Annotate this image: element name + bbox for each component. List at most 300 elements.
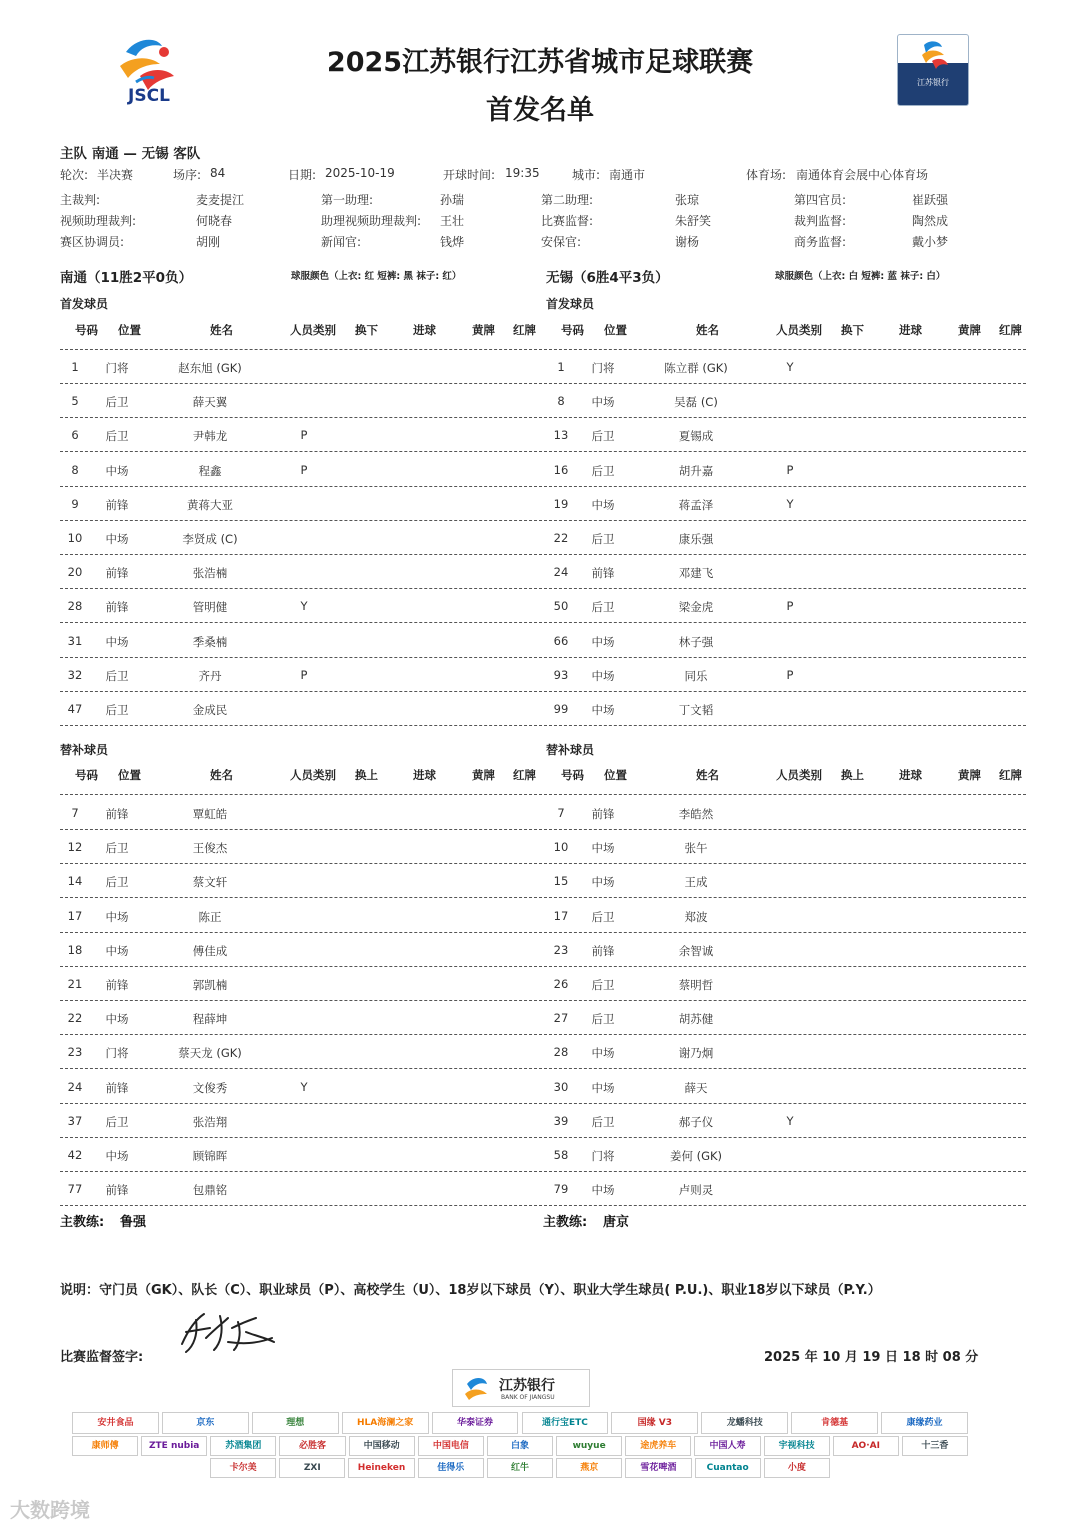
player-number: 13	[553, 428, 569, 443]
player-name: 季桑楠	[192, 634, 228, 649]
player-position: 前锋	[105, 600, 129, 615]
player-category: P	[300, 428, 308, 443]
sponsor-logo: 华泰证券	[432, 1412, 519, 1434]
player-number: 22	[67, 1011, 83, 1026]
player-category: P	[300, 462, 308, 477]
player-name: 程薛坤	[192, 1012, 228, 1027]
player-position: 后卫	[105, 703, 129, 717]
player-number: 66	[553, 633, 569, 648]
row-divider	[60, 588, 1026, 589]
player-number: 27	[553, 1011, 569, 1026]
player-name: 蒋孟泽	[678, 497, 714, 512]
sponsor-logo: 佳得乐	[418, 1458, 484, 1478]
player-name: 王俊杰	[192, 841, 228, 856]
player-position: 中场	[105, 463, 129, 478]
player-position: 后卫	[591, 978, 615, 992]
away-kit-colors: 球服颜色（上衣: 白 短裤: 蓝 袜子: 白）	[775, 271, 946, 282]
row-divider	[60, 1171, 1026, 1172]
player-number: 99	[553, 702, 569, 716]
row-divider	[60, 1068, 1026, 1069]
player-position: 后卫	[105, 875, 129, 890]
player-name: 覃虹皓	[192, 807, 228, 821]
official-label: 赛区协调员:	[60, 235, 125, 249]
player-number: 28	[67, 599, 83, 614]
player-name: 李贤成 (C)	[182, 532, 238, 546]
away-coach-label: 主教练:	[543, 1215, 588, 1230]
player-number: 17	[67, 908, 83, 923]
player-name: 顾锦晖	[192, 1149, 228, 1163]
row-divider	[60, 554, 1026, 555]
column-header: 换下	[841, 323, 864, 337]
player-position: 门将	[105, 1046, 129, 1061]
player-name: 张浩楠	[192, 566, 228, 581]
player-number: 26	[553, 977, 569, 991]
column-header: 进球	[413, 323, 436, 337]
main-sponsor-logo	[452, 1369, 590, 1407]
sponsor-logo: 龙蟠科技	[701, 1412, 788, 1434]
player-number: 10	[553, 840, 569, 855]
official-name: 张琼	[675, 193, 700, 207]
column-header: 换上	[841, 768, 864, 782]
official-label: 助理视频助理裁判:	[321, 214, 422, 228]
player-position: 前锋	[105, 566, 129, 581]
player-name: 赵东旭 (GK)	[178, 361, 242, 375]
player-position: 前锋	[105, 978, 129, 992]
column-header: 黄牌	[958, 323, 981, 337]
player-number: 17	[553, 908, 569, 923]
player-position: 中场	[591, 1080, 615, 1095]
column-header: 红牌	[999, 768, 1022, 782]
official-name: 朱舒笑	[675, 214, 712, 228]
city-value: 南通市	[609, 168, 646, 182]
player-name: 蔡文轩	[192, 875, 228, 890]
player-name: 余智诚	[678, 943, 714, 958]
round-label: 轮次:	[60, 168, 89, 182]
player-category: P	[300, 667, 308, 682]
player-number: 9	[71, 496, 79, 511]
sponsor-logo: 十三香	[902, 1436, 968, 1456]
home-kit-colors: 球服颜色（上衣: 红 短裤: 黑 袜子: 红）	[291, 271, 462, 282]
row-divider	[60, 966, 1026, 967]
player-number: 79	[553, 1182, 569, 1197]
sponsor-logo: ZXI	[279, 1458, 345, 1478]
sponsor-logo: 必胜客	[279, 1436, 345, 1456]
official-name: 胡刚	[196, 235, 221, 249]
player-name: 陈正	[198, 909, 222, 924]
official-label: 新闻官:	[321, 235, 362, 249]
sponsor-logo: 宇视科技	[764, 1436, 830, 1456]
player-number: 58	[553, 1148, 569, 1162]
player-number: 77	[67, 1182, 83, 1197]
date-value: 2025-10-19	[325, 166, 395, 180]
row-divider	[60, 1103, 1026, 1104]
sponsor-logo: Cuantao	[695, 1458, 761, 1478]
sponsor-logo: 国缘 V3	[611, 1412, 698, 1434]
player-name: 文俊秀	[192, 1080, 228, 1095]
kickoff-label: 开球时间:	[443, 168, 496, 182]
player-position: 中场	[105, 1012, 129, 1027]
column-header: 换下	[355, 323, 378, 337]
column-header: 位置	[604, 323, 627, 337]
player-name: 齐丹	[198, 668, 222, 683]
official-name: 谢杨	[675, 235, 700, 249]
player-name: 李皓然	[678, 807, 714, 821]
player-position: 中场	[591, 668, 615, 683]
sponsor-logo: 通行宝ETC	[522, 1412, 609, 1434]
player-number: 16	[553, 462, 569, 477]
player-number: 21	[67, 977, 83, 991]
column-header: 人员类别	[776, 323, 822, 337]
player-position: 后卫	[105, 841, 129, 856]
player-position: 门将	[105, 361, 129, 375]
player-name: 蔡天龙 (GK)	[178, 1046, 242, 1061]
column-header: 黄牌	[472, 323, 495, 337]
match-no-label: 场序:	[173, 168, 202, 182]
player-category: Y	[300, 1079, 308, 1094]
official-name: 钱烨	[440, 235, 465, 249]
player-category: Y	[300, 599, 308, 614]
column-header: 位置	[118, 323, 141, 337]
player-number: 28	[553, 1045, 569, 1060]
row-divider	[60, 897, 1026, 898]
row-divider	[60, 349, 1026, 350]
sponsor-logo: HLA海澜之家	[342, 1412, 429, 1434]
player-name: 郭凯楠	[192, 978, 228, 992]
player-number: 18	[67, 942, 83, 957]
player-position: 中场	[591, 497, 615, 512]
home-coach-name: 鲁强	[120, 1215, 147, 1230]
column-header: 进球	[899, 323, 922, 337]
sponsor-logo: AO·AI	[833, 1436, 899, 1456]
column-header: 位置	[604, 768, 627, 782]
row-divider	[60, 486, 1026, 487]
player-number: 1	[557, 360, 565, 374]
player-name: 蔡明哲	[678, 978, 714, 992]
column-header: 换上	[355, 768, 378, 782]
official-label: 第一助理:	[321, 193, 374, 207]
home-starters-title: 首发球员	[60, 297, 109, 311]
page-title: 2025江苏银行江苏省城市足球联赛	[326, 47, 754, 78]
player-category: P	[786, 462, 794, 477]
player-position: 门将	[591, 1149, 615, 1163]
player-name: 姜何 (GK)	[669, 1149, 723, 1163]
official-name: 陶然成	[912, 214, 949, 228]
sponsor-logo: 途虎养车	[625, 1436, 691, 1456]
column-header: 姓名	[696, 768, 719, 782]
row-divider	[60, 1000, 1026, 1001]
column-header: 黄牌	[472, 768, 495, 782]
column-header: 号码	[75, 323, 98, 337]
row-divider	[60, 932, 1026, 933]
player-name: 管明健	[192, 600, 228, 615]
official-name: 崔跃强	[912, 193, 949, 207]
column-header: 号码	[561, 768, 584, 782]
player-position: 中场	[105, 909, 129, 924]
player-position: 前锋	[105, 807, 129, 821]
player-position: 中场	[105, 1149, 129, 1163]
sponsor-logo: 小度	[764, 1458, 830, 1478]
player-position: 后卫	[591, 532, 615, 546]
player-name: 金成民	[192, 703, 228, 717]
column-header: 姓名	[210, 768, 233, 782]
column-header: 进球	[413, 768, 436, 782]
player-number: 1	[71, 360, 79, 374]
player-number: 23	[553, 942, 569, 957]
official-name: 王壮	[440, 214, 465, 228]
player-name: 夏锡成	[678, 429, 714, 444]
player-name: 胡升嘉	[678, 463, 714, 478]
player-position: 后卫	[591, 1114, 615, 1129]
player-position: 中场	[591, 1046, 615, 1061]
sponsor-logo: 京东	[162, 1412, 249, 1434]
away-starters-title: 首发球员	[546, 297, 595, 311]
column-header: 姓名	[696, 323, 719, 337]
player-name: 郝子仪	[678, 1114, 714, 1129]
home-subs-title: 替补球员	[60, 743, 109, 757]
sponsor-logo: Heineken	[348, 1458, 414, 1478]
column-header: 姓名	[210, 323, 233, 337]
column-header: 红牌	[513, 768, 536, 782]
row-divider	[60, 725, 1026, 726]
home-coach-label: 主教练:	[60, 1215, 105, 1230]
sponsor-logo: 燕京	[556, 1458, 622, 1478]
player-position: 后卫	[105, 668, 129, 683]
player-name: 傅佳成	[192, 943, 228, 958]
player-position: 中场	[591, 395, 615, 410]
player-position: 中场	[591, 875, 615, 890]
player-position: 后卫	[591, 909, 615, 924]
official-label: 商务监督:	[794, 235, 847, 249]
player-number: 19	[553, 496, 569, 511]
player-position: 前锋	[105, 1183, 129, 1198]
player-position: 前锋	[105, 497, 129, 512]
city-label: 城市:	[572, 168, 601, 182]
match-no-value: 84	[210, 166, 226, 180]
away-coach-name: 唐京	[603, 1215, 630, 1230]
player-position: 中场	[591, 703, 615, 717]
player-name: 张午	[684, 841, 708, 856]
column-header: 号码	[561, 323, 584, 337]
player-position: 后卫	[591, 600, 615, 615]
sponsor-logo: 中国人寿	[694, 1436, 760, 1456]
player-number: 24	[553, 565, 569, 580]
watermark: 大数跨境	[10, 1498, 90, 1522]
player-number: 14	[67, 874, 83, 889]
player-position: 中场	[591, 841, 615, 856]
player-number: 7	[71, 806, 79, 820]
sponsor-logo: 康师傅	[72, 1436, 138, 1456]
official-label: 比赛监督:	[541, 214, 594, 228]
venue-value: 南通体育会展中心体育场	[796, 168, 929, 182]
player-name: 丁文韬	[678, 703, 714, 717]
row-divider	[60, 417, 1026, 418]
row-divider	[60, 657, 1026, 658]
player-position: 前锋	[591, 807, 615, 821]
player-number: 31	[67, 633, 83, 648]
player-name: 程鑫	[198, 463, 222, 478]
player-name: 邓建飞	[678, 566, 714, 581]
player-position: 前锋	[591, 943, 615, 958]
sponsor-logo: 理想	[252, 1412, 339, 1434]
player-name: 王成	[684, 875, 708, 890]
player-name: 吴磊 (C)	[674, 395, 718, 410]
player-name: 薛天	[684, 1080, 708, 1095]
player-number: 42	[67, 1148, 83, 1162]
sponsor-logo: 中国移动	[349, 1436, 415, 1456]
player-name: 陈立群 (GK)	[664, 361, 728, 375]
player-name: 黄蒋大亚	[187, 497, 233, 512]
sponsor-logo: ZTE nubia	[141, 1436, 207, 1456]
page-subtitle: 首发名单	[486, 95, 594, 126]
official-label: 裁判监督:	[794, 214, 847, 228]
teams-line: 主队 南通 — 无锡 客队	[60, 146, 201, 162]
sponsor-logo: 苏酒集团	[210, 1436, 276, 1456]
player-position: 中场	[105, 634, 129, 649]
signature-date: 2025 年 10 月 19 日 18 时 08 分	[764, 1350, 979, 1365]
player-name: 尹韩龙	[192, 429, 228, 444]
official-label: 视频助理裁判:	[60, 214, 137, 228]
sponsor-logo: 安井食品	[72, 1412, 159, 1434]
player-category: P	[786, 667, 794, 682]
round-value: 半决赛	[97, 168, 134, 182]
player-number: 39	[553, 1113, 569, 1128]
row-divider	[60, 691, 1026, 692]
player-number: 24	[67, 1079, 83, 1094]
player-position: 后卫	[105, 429, 129, 444]
row-divider	[60, 520, 1026, 521]
venue-label: 体育场:	[746, 168, 787, 182]
column-header: 人员类别	[290, 768, 336, 782]
player-name: 胡苏健	[678, 1012, 714, 1027]
player-number: 32	[67, 667, 83, 682]
row-divider	[60, 383, 1026, 384]
player-position: 中场	[105, 532, 129, 546]
legend-note: 说明：守门员（GK）、队长（C）、职业球员（P）、高校学生（U）、18岁以下球员（Y）、职业大学生球员( P.U.)、职业18岁以下球员（P.Y.）	[60, 1283, 881, 1298]
player-number: 5	[71, 394, 79, 409]
sponsor-logo: 卡尔美	[210, 1458, 276, 1478]
signature-label: 比赛监督签字:	[60, 1350, 144, 1365]
official-name: 麦麦提江	[196, 193, 245, 207]
player-number: 47	[67, 702, 83, 716]
player-number: 15	[553, 874, 569, 889]
player-name: 卢则灵	[678, 1183, 714, 1198]
kickoff-value: 19:35	[505, 166, 540, 180]
player-name: 梁金虎	[678, 600, 714, 615]
player-category: Y	[786, 1113, 794, 1128]
row-divider	[60, 1034, 1026, 1035]
player-category: Y	[786, 360, 794, 374]
column-header: 人员类别	[290, 323, 336, 337]
player-number: 7	[557, 806, 565, 820]
jscl-logo-text: JSCL	[128, 86, 170, 106]
player-number: 20	[67, 565, 83, 580]
player-position: 中场	[105, 943, 129, 958]
sponsor-logo: 康缘药业	[881, 1412, 968, 1434]
player-number: 23	[67, 1045, 83, 1060]
player-position: 后卫	[591, 463, 615, 478]
player-name: 郑波	[684, 909, 708, 924]
player-position: 门将	[591, 361, 615, 375]
away-team-record: 无锡（6胜4平3负）	[546, 270, 669, 286]
official-label: 第四官员:	[794, 193, 847, 207]
player-category: Y	[786, 496, 794, 511]
player-number: 50	[553, 599, 569, 614]
column-header: 人员类别	[776, 768, 822, 782]
official-name: 孙瑞	[440, 193, 465, 207]
sponsor-logo: 白象	[487, 1436, 553, 1456]
sponsor-logo: 中国电信	[418, 1436, 484, 1456]
player-number: 30	[553, 1079, 569, 1094]
player-name: 林子强	[678, 634, 714, 649]
official-label: 第二助理:	[541, 193, 594, 207]
player-number: 12	[67, 840, 83, 855]
official-label: 安保官:	[541, 235, 582, 249]
main-sponsor-name: 江苏银行	[499, 1378, 555, 1394]
player-number: 8	[557, 394, 565, 409]
player-name: 张浩翔	[192, 1114, 228, 1129]
player-name: 同乐	[684, 668, 708, 683]
row-divider	[60, 1205, 1026, 1206]
player-number: 10	[67, 531, 83, 545]
row-divider	[60, 1137, 1026, 1138]
official-name: 何晓春	[196, 214, 233, 228]
player-position: 前锋	[105, 1080, 129, 1095]
home-team-record: 南通（11胜2平0负）	[60, 270, 193, 286]
column-header: 进球	[899, 768, 922, 782]
official-name: 戴小梦	[912, 235, 949, 249]
row-divider	[60, 794, 1026, 795]
player-position: 中场	[591, 634, 615, 649]
official-label: 主裁判:	[60, 193, 101, 207]
player-name: 包鼎铭	[192, 1183, 228, 1198]
player-position: 后卫	[591, 429, 615, 444]
sponsor-logo: wuyue	[556, 1436, 622, 1456]
player-number: 22	[553, 531, 569, 545]
sponsor-logo: 雪花啤酒	[625, 1458, 691, 1478]
main-sponsor-sub: BANK OF JIANGSU	[501, 1394, 555, 1401]
column-header: 红牌	[513, 323, 536, 337]
column-header: 号码	[75, 768, 98, 782]
column-header: 红牌	[999, 323, 1022, 337]
column-header: 位置	[118, 768, 141, 782]
player-name: 康乐强	[678, 532, 714, 546]
away-subs-title: 替补球员	[546, 743, 595, 757]
row-divider	[60, 863, 1026, 864]
player-position: 后卫	[105, 395, 129, 410]
player-name: 薛天翼	[192, 395, 228, 410]
player-name: 谢乃炯	[678, 1046, 714, 1061]
sponsor-logo: 红牛	[487, 1458, 553, 1478]
bank-badge-logo	[897, 34, 969, 106]
date-label: 日期:	[288, 168, 317, 182]
player-position: 后卫	[105, 1114, 129, 1129]
row-divider	[60, 829, 1026, 830]
player-category: P	[786, 599, 794, 614]
row-divider	[60, 622, 1026, 623]
handwritten-signature	[176, 1308, 280, 1356]
player-number: 8	[71, 462, 79, 477]
player-position: 后卫	[591, 1012, 615, 1027]
column-header: 黄牌	[958, 768, 981, 782]
bank-badge-text: 江苏银行	[917, 78, 949, 87]
player-number: 37	[67, 1113, 83, 1128]
player-position: 中场	[591, 1183, 615, 1198]
row-divider	[60, 451, 1026, 452]
player-position: 前锋	[591, 566, 615, 581]
player-number: 6	[71, 428, 79, 443]
sponsor-logo: 肯德基	[791, 1412, 878, 1434]
player-number: 93	[553, 667, 569, 682]
